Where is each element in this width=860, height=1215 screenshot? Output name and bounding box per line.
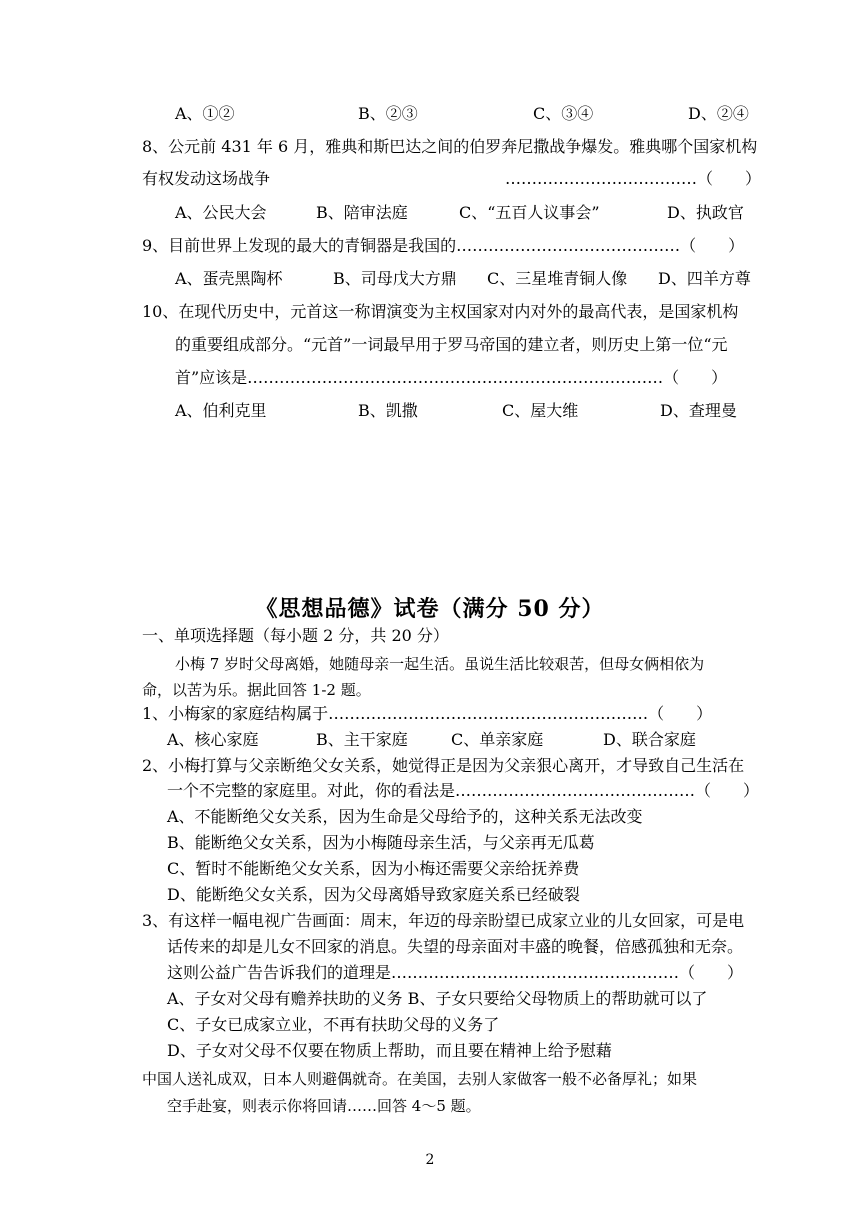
p1-option-b: B、主干家庭	[316, 730, 408, 749]
p45-intro-line1: 中国人送礼成双，日本人则避偶就奇。在美国，去别人家做客一般不必备厚礼；如果	[142, 1070, 698, 1088]
q10-stem-line2: 的重要组成部分。“元首”一词最早用于罗马帝国的建立者，则历史上第一位“元	[175, 335, 728, 354]
exam-title: 《思想品德》试卷（满分 50 分）	[255, 596, 605, 622]
p2-stem-line2: 一个不完整的家庭里。对此，你的看法是………………………………………（ ）	[167, 781, 760, 800]
q9-stem: 9、目前世界上发现的最大的青铜器是我国的……………………………………（ ）	[142, 236, 745, 255]
p2-option-b: B、能断绝父女关系，因为小梅随母亲生活，与父亲再无瓜葛	[167, 833, 595, 852]
p45-intro-line2: 空手赴宴，则表示你将回请……回答 4～5 题。	[167, 1097, 481, 1115]
q7-option-d: D、②④	[688, 104, 749, 123]
q9-option-d: D、四羊方尊	[658, 269, 751, 288]
q8-stem-line1: 8、公元前 431 年 6 月，雅典和斯巴达之间的伯罗奔尼撒战争爆发。雅典哪个国家机构	[142, 137, 758, 156]
p3-option-d: D、子女对父母不仅要在物质上帮助，而且要在精神上给予慰藉	[167, 1041, 612, 1060]
q10-option-c: C、屋大维	[502, 401, 579, 420]
p3-stem-line1: 3、有这样一幅电视广告画面：周末，年迈的母亲盼望已成家立业的儿女回家，可是电	[142, 911, 745, 930]
p2-option-c: C、暂时不能断绝父女关系，因为小梅还需要父亲给抚养费	[167, 859, 580, 878]
p1-option-a: A、核心家庭	[167, 730, 259, 749]
q7-option-c: C、③④	[533, 104, 594, 123]
p1-stem: 1、小梅家的家庭结构属于……………………………………………………（ ）	[142, 704, 713, 723]
page-number: 2	[425, 1152, 435, 1168]
p1-option-c: C、单亲家庭	[451, 730, 544, 749]
p3-stem-line3: 这则公益广告告诉我们的道理是………………………………………………（ ）	[167, 963, 744, 982]
p3-stem-line2: 话传来的却是儿女不回家的消息。失望的母亲面对丰盛的晚餐，倍感孤独和无奈。	[167, 937, 744, 956]
p3-option-ab: A、子女对父母有赡养扶助的义务 B、子女只要给父母物质上的帮助就可以了	[167, 989, 708, 1008]
q10-stem-line1: 10、在现代历史中，元首这一称谓演变为主权国家对内对外的最高代表，是国家机构	[142, 302, 739, 321]
q8-option-a: A、公民大会	[175, 203, 267, 222]
q8-option-d: D、执政官	[667, 203, 744, 222]
q10-option-d: D、查理曼	[660, 401, 737, 420]
p2-option-a: A、不能断绝父女关系，因为生命是父母给予的，这种关系无法改变	[167, 807, 643, 826]
q7-option-b: B、②③	[358, 104, 418, 123]
p3-option-c: C、子女已成家立业，不再有扶助父母的义务了	[167, 1015, 500, 1034]
q10-stem-line3: 首”应该是……………………………………………………………………（ ）	[175, 368, 728, 387]
q10-option-a: A、伯利克里	[175, 401, 267, 420]
p2-stem-line1: 2、小梅打算与父亲断绝父女关系，她觉得正是因为父亲狠心离开，才导致自己生活在	[142, 756, 745, 775]
intro-line1: 小梅 7 岁时父母离婚，她随母亲一起生活。虽说生活比较艰苦，但母女俩相依为	[175, 655, 705, 673]
q10-option-b: B、凯撒	[358, 401, 418, 420]
q8-option-c: C、“五百人议事会”	[459, 203, 600, 222]
q8-stem-line2: 有权发动这场战争	[142, 169, 271, 188]
q9-option-c: C、三星堆青铜人像	[487, 269, 628, 288]
q8-option-b: B、陪审法庭	[316, 203, 408, 222]
q7-option-a: A、①②	[175, 104, 235, 123]
p1-option-d: D、联合家庭	[603, 730, 696, 749]
p2-option-d: D、能断绝父女关系，因为父母离婚导致家庭关系已经破裂	[167, 885, 580, 904]
intro-line2: 命，以苦为乐。据此回答 1-2 题。	[142, 681, 371, 699]
q8-leader-dots: ………………………………（ ）	[505, 169, 762, 188]
q9-option-b: B、司母戊大方鼎	[333, 269, 457, 288]
section-heading: 一、单项选择题（每小题 2 分，共 20 分）	[142, 626, 449, 645]
q9-option-a: A、蛋壳黑陶杯	[175, 269, 283, 288]
